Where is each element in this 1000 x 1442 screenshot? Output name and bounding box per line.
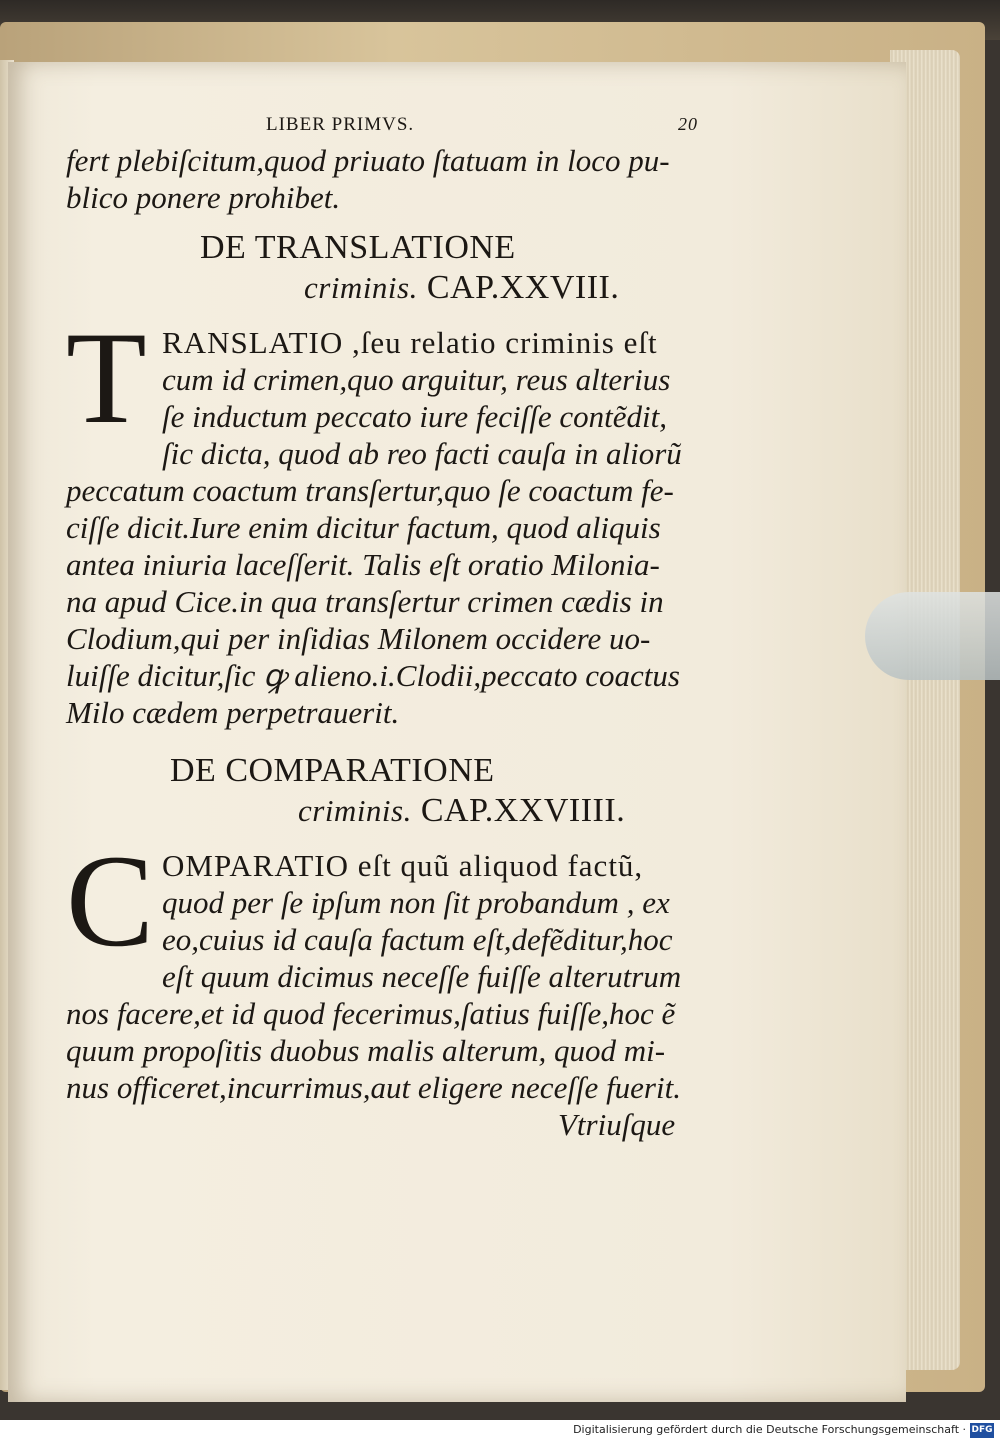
text-line: RANSLATIO ,ſeu relatio criminis eſt <box>162 325 658 360</box>
drop-cap: C <box>66 827 155 974</box>
chapter-heading: DE COMPARATIONE <box>170 752 495 789</box>
text-line: na apud Cice.in qua transſertur crimen cædis in <box>66 584 664 619</box>
text-line: eſt quum dicimus neceſſe fuiſſe alterutrum <box>162 959 682 994</box>
text-line: ciſſe dicit.Iure enim dicitur factum, quod aliquis <box>66 510 661 545</box>
page-clip <box>865 592 1000 680</box>
text-line: cum id crimen,quo arguitur, reus alterius <box>162 362 671 397</box>
running-head: LIBER PRIMVS. <box>266 114 415 135</box>
heading-word: criminis. <box>304 270 418 305</box>
text-line: Milo cædem perpetrauerit. <box>66 695 400 730</box>
text-line: eo,cuius id cauſa factum eſt,defẽditur,hoc <box>162 922 673 957</box>
text-line: OMPARATIO eſt quũ aliquod factũ, <box>162 848 644 883</box>
paragraph-translatio <box>66 304 706 731</box>
text-line: nus officeret,incurrimus,aut eligere neceſſe fuerit. <box>66 1070 681 1105</box>
text-line: fert plebiſcitum,quod priuato ſtatuam in loco pu- <box>66 143 670 178</box>
text-line: blico ponere prohibet. <box>66 180 341 215</box>
text-line: ſic dicta, quod ab reo facti cauſa in aliorũ <box>162 436 682 471</box>
paragraph-comparatio <box>66 827 706 1143</box>
text-line: luiſſe dicitur,ſic ꝙ alieno.i.Clodii,peccato coactus <box>66 658 680 693</box>
text-line: nos facere,et id quod fecerimus,ſatius fuiſſe,hoc ẽ <box>66 996 676 1031</box>
chapter-heading: DE TRANSLATIONE <box>200 229 516 266</box>
drop-cap: T <box>66 304 147 451</box>
folio-number: 20 <box>678 114 698 134</box>
chapter-subheading <box>66 791 706 831</box>
text-line: quod per ſe ipſum non ſit probandum , ex <box>162 885 670 920</box>
text-line: antea iniuria laceſſerit. Talis eſt oratio Milonia- <box>66 547 660 582</box>
funding-notice: Digitalisierung gefördert durch die Deutsche Forschungsgemeinschaft · <box>573 1423 966 1436</box>
catchword: Vtriuſque <box>558 1107 676 1142</box>
page-header <box>66 108 706 142</box>
chapter-number: CAP.XXVIII. <box>426 269 620 306</box>
text-line: peccatum coactum transſertur,quo ſe coactum fe- <box>66 473 674 508</box>
dfg-logo-icon: DFG <box>970 1423 994 1438</box>
page-text <box>66 108 706 1143</box>
text-line: ſe inductum peccato iure feciſſe contẽdit, <box>162 399 668 434</box>
footer-bar <box>0 1420 1000 1442</box>
heading-word: criminis. <box>298 793 412 828</box>
chapter-number: CAP.XXVIIII. <box>420 792 626 829</box>
chapter-subheading <box>66 268 706 308</box>
text-line: quum propoſitis duobus malis alterum, quod mi- <box>66 1033 666 1068</box>
text-line: Clodium,qui per inſidias Milonem occidere uo- <box>66 621 651 656</box>
